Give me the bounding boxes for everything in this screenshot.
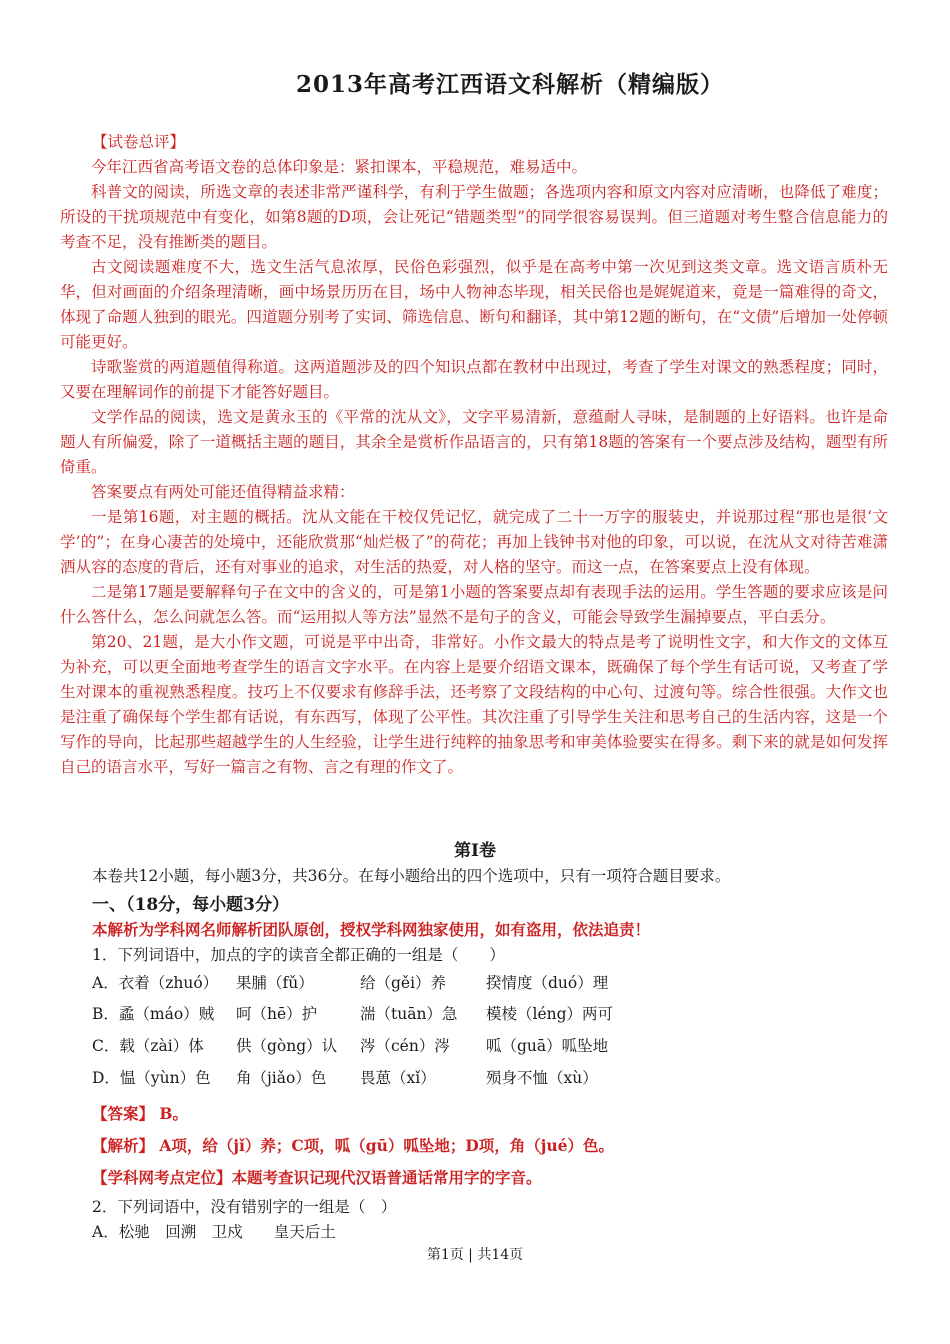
- review-paragraph: 今年江西省高考语文卷的总体印象是：紧扣课本，平稳规范，难易适中。: [91, 158, 588, 176]
- option-cell: 呱（guā）呱坠地: [486, 1037, 609, 1055]
- page-footer: 第1页 | 共14页: [426, 1247, 524, 1263]
- review-paragraph: 答案要点有两处可能还值得精益求精：: [91, 483, 355, 501]
- volume-title: 第Ⅰ卷: [454, 841, 496, 861]
- question-2-option-a: A．松驰 回溯 卫戍 皇天后土: [92, 1223, 336, 1241]
- review-paragraph: 二是第17题是要解释句子在文中的含义的，可是第1小题的答案要点却有表现手法的运用。学生答题的要求应该是问什么答什么，怎么问就怎么答。而“运用拟人等方法”显然不是句子的含义，可能会导致学生漏掉要点，平白丢分。: [60, 583, 888, 626]
- question-1-analysis: 【解析】 A项，给（jǐ）养；C项，呱（gū）呱坠地；D项，角（jué）色。: [92, 1136, 615, 1155]
- option-cell: 揆情度（duó）理: [486, 974, 609, 992]
- option-cell: D．愠（yùn）色: [92, 1069, 211, 1087]
- review-paragraph: 诗歌鉴赏的两道题值得称道。这两道题涉及的四个知识点都在教材中出现过，考查了学生对课文的熟悉程度；同时，又要在理解词作的前提下才能答好题目。: [60, 358, 888, 401]
- review-paragraph: 一是第16题，对主题的概括。沈从文能在干校仅凭记忆，就完成了二十一万字的服装史，并说那过程“那也是很‘文学’的”；在身心凄苦的处境中，还能欣赏那“灿烂极了”的荷花；再加上钱钟书对他的印象，可以说，在沈从文对待苦难潇洒从容的态度的背后，还有对事业的追求，对生活的热爱，对人格的坚守。而这一点，在答案要点上没有体现。: [60, 508, 888, 576]
- review-paragraph: 古文阅读题难度不大，选文生活气息浓厚，民俗色彩强烈，似乎是在高考中第一次见到这类文章。选文语言质朴无华，但对画面的介绍条理清晰，画中场景历历在目，场中人物神态毕现，相关民俗也是娓娓道来，竟是一篇难得的奇文，体现了命题人独到的眼光。四道题分别考了实词、筛选信息、断句和翻译，其中第12题的断句，在“文债”后增加一处停顿可能更好。: [60, 258, 888, 351]
- option-cell: 畏葸（xǐ）: [360, 1069, 436, 1087]
- option-cell: 供（gòng）认: [236, 1037, 338, 1055]
- option-cell: 湍（tuān）急: [360, 1005, 458, 1023]
- option-cell: A．衣着（zhuó）: [92, 974, 219, 992]
- option-cell: 果脯（fǔ）: [236, 974, 314, 992]
- review-tag: 【试卷总评】: [92, 133, 186, 151]
- option-cell: 涔（cén）涔: [360, 1037, 450, 1055]
- question-1-stem: 1．下列词语中，加点的字的读音全都正确的一组是（ ）: [92, 946, 505, 964]
- copyright-notice: 本解析为学科网名师解析团队原创，授权学科网独家使用，如有盗用，依法追责！: [92, 920, 651, 939]
- question-1-answer: 【答案】 B。: [92, 1104, 188, 1123]
- review-paragraph: 科普文的阅读，所选文章的表述非常严谨科学，有利于学生做题；各选项内容和原文内容对应清晰，也降低了难度；所设的干扰项规范中有变化，如第8题的D项，会让死记“错题类型”的同学很容易误判。但三道题对考生整合信息能力的考查不足，没有推断类的题目。: [60, 183, 888, 251]
- review-paragraph: 第20、21题，是大小作文题，可说是平中出奇，非常好。小作文最大的特点是考了说明性文字，和大作文的文体互为补充，可以更全面地考查学生的语言文字水平。在内容上是要介绍语文课本，既确保了每个学生有话可说，又考查了学生对课本的重视熟悉程度。技巧上不仅要求有修辞手法，还考察了文段结构的中心句、过渡句等。综合性很强。大作文也是注重了确保每个学生都有话说，有东西写，体现了公平性。其次注重了引导学生关注和思考自己的生活内容，这是一个写作的导向，比起那些超越学生的人生经验，让学生进行纯粹的抽象思考和审美体验要实在得多。剩下来的就是如何发挥自己的语言水平，写好一篇言之有物、言之有理的作文了。: [60, 633, 888, 776]
- question-2-stem: 2．下列词语中，没有错别字的一组是（ ）: [92, 1198, 397, 1216]
- question-1-knowledge-point: 【学科网考点定位】本题考查识记现代汉语普通话常用字的字音。: [92, 1168, 542, 1187]
- review-paragraph: 文学作品的阅读，选文是黄永玉的《平常的沈从文》，文字平易清新，意蕴耐人寻味，是制题的上好语料。也许是命题人有所偏爱，除了一道概括主题的题目，其余全是赏析作品语言的，只有第18题的答案有一个要点涉及结构，题型有所倚重。: [60, 408, 888, 476]
- option-cell: 模棱（léng）两可: [486, 1005, 614, 1023]
- section-heading: 一、（18分，每小题3分）: [92, 895, 289, 915]
- option-cell: 给（gěi）养: [360, 974, 447, 992]
- option-cell: 呵（hē）护: [236, 1005, 318, 1023]
- option-cell: 殒身不恤（xù）: [486, 1069, 598, 1087]
- review-section: [60, 155, 888, 780]
- document-title: 2013年高考江西语文科解析（精编版）: [295, 71, 724, 98]
- volume-intro: 本卷共12小题，每小题3分，共36分。在每小题给出的四个选项中，只有一项符合题目要求。: [92, 867, 731, 885]
- option-cell: C．载（zài）体: [92, 1037, 204, 1055]
- option-cell: B．蟊（máo）贼: [92, 1005, 215, 1023]
- option-cell: 角（jiǎo）色: [236, 1069, 327, 1087]
